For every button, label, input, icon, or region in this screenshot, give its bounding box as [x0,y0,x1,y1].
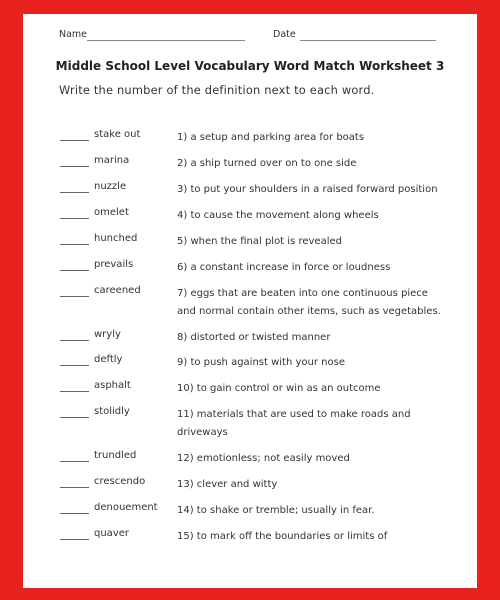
vocab-word: denouement [94,502,158,513]
answer-blank[interactable] [60,270,89,271]
vocab-word: stake out [94,129,141,140]
answer-blank[interactable] [60,218,89,219]
vocab-word: stolidly [94,406,130,417]
definition: 13) clever and witty [177,479,278,490]
definition: 14) to shake or tremble; usually in fear. [177,505,375,516]
definition: 12) emotionless; not easily moved [177,453,350,464]
date-line [300,40,436,41]
answer-blank[interactable] [60,539,89,540]
vocab-word: careened [94,285,141,296]
definition: 4) to cause the movement along wheels [177,210,379,221]
definition: 8) distorted or twisted manner [177,332,331,343]
name-label: Name [59,29,88,40]
vocab-word: asphalt [94,380,131,391]
answer-blank[interactable] [60,417,89,418]
worksheet-page [23,14,477,588]
answer-blank[interactable] [60,192,89,193]
answer-blank[interactable] [60,166,89,167]
vocab-word: crescendo [94,476,146,487]
definition: 6) a constant increase in force or loudness [177,262,391,273]
answer-blank[interactable] [60,244,89,245]
definition: 15) to mark off the boundaries or limits of [177,531,388,542]
definition: 11) materials that are used to make roads and driveways [177,409,411,438]
definition: 3) to put your shoulders in a raised forward position [177,184,438,195]
definition: 10) to gain control or win as an outcome [177,383,381,394]
vocab-word: wryly [94,329,121,340]
vocab-word: omelet [94,207,129,218]
date-label: Date [273,29,296,40]
vocab-word: deftly [94,354,123,365]
name-line [87,40,245,41]
answer-blank[interactable] [60,391,89,392]
definition: 1) a setup and parking area for boats [177,132,365,143]
answer-blank[interactable] [60,461,89,462]
definition: 5) when the final plot is revealed [177,236,342,247]
definition: 2) a ship turned over on to one side [177,158,357,169]
answer-blank[interactable] [60,140,89,141]
definition: 7) eggs that are beaten into one continuous piece and normal contain other items, such as vegetables. [177,288,441,317]
answer-blank[interactable] [60,365,89,366]
vocab-word: prevails [94,259,134,270]
vocab-word: quaver [94,528,129,539]
answer-blank[interactable] [60,513,89,514]
definition: 9) to push against with your nose [177,357,345,368]
instructions: Write the number of the definition next to each word. [59,83,375,97]
vocab-word: trundled [94,450,137,461]
vocab-word: hunched [94,233,138,244]
vocab-word: marina [94,155,130,166]
answer-blank[interactable] [60,340,89,341]
vocab-word: nuzzle [94,181,127,192]
answer-blank[interactable] [60,487,89,488]
answer-blank[interactable] [60,296,89,297]
page-title: Middle School Level Vocabulary Word Match Worksheet 3 [55,59,445,73]
